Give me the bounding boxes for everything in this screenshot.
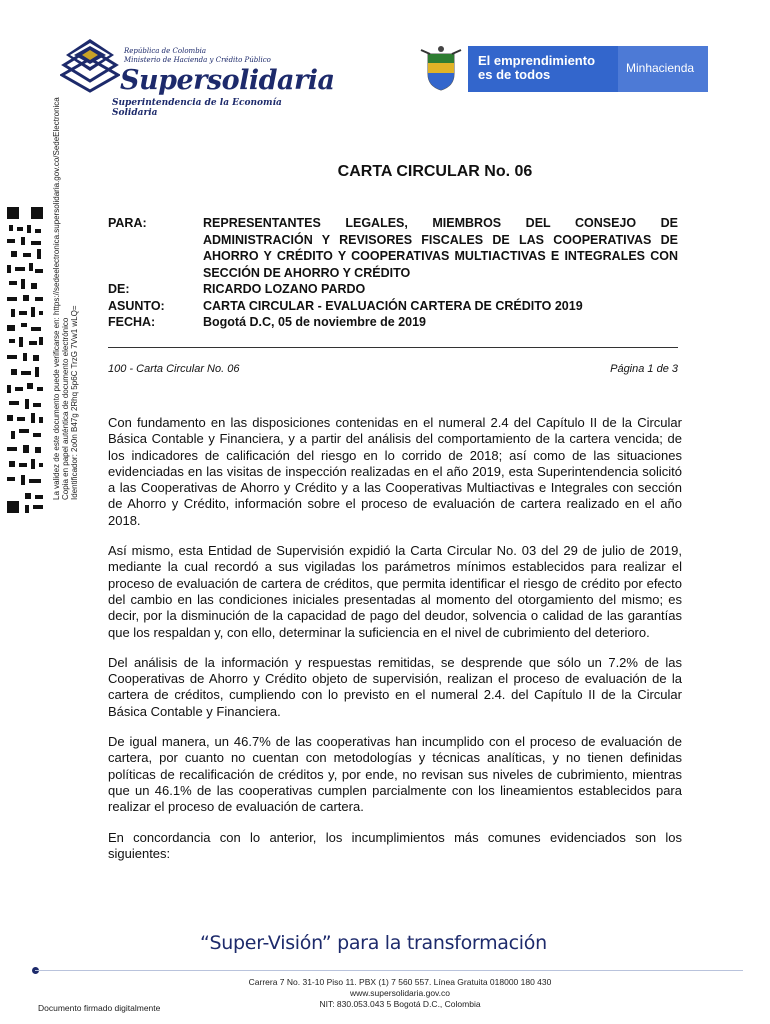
- digitally-signed-label: Documento firmado digitalmente: [38, 1003, 161, 1013]
- ministry-label: Ministerio de Hacienda y Crédito Público: [124, 56, 271, 64]
- gov-slogan-line1: El emprendimiento: [478, 53, 596, 68]
- paragraph: Del análisis de la información y respuestas remitidas, se desprende que sólo un 7.2% de las Cooperativas de Ahorro y Crédito objeto de supervisión, realizan el proceso de evaluación de la cartera de créditos, cumpliendo con lo previsto en el numeral 2.4. del Capítulo II de la Circular Básica Contable y Financiera.: [108, 654, 682, 719]
- logo-name: Supersolidaria: [120, 65, 335, 96]
- ministry-badge: Minhacienda: [618, 46, 708, 92]
- footer-line: [35, 970, 743, 971]
- authentic-copy-text: Copia en papel auténtica de documento electrónico: [61, 317, 70, 500]
- government-band: [416, 44, 708, 94]
- field-label: PARA:: [108, 216, 147, 230]
- footer-slogan: “Super-Visión” para la transformación: [200, 932, 547, 954]
- supersolidaria-logo: [60, 25, 335, 118]
- document-title: CARTA CIRCULAR No. 06: [337, 163, 533, 180]
- footer-contact: [200, 977, 600, 1010]
- reference-number: 100 - Carta Circular No. 06: [108, 363, 240, 375]
- qr-code-icon: [5, 205, 45, 515]
- field-value: CARTA CIRCULAR - EVALUACIÓN CARTERA DE CRÉDITO 2019: [203, 298, 583, 313]
- field-de: [108, 281, 678, 298]
- verification-url-text: La validez de este documento puede verificarse en: https://sedeelectronica.supersolidaria.gov.co/SedeElectronica: [52, 97, 61, 500]
- footer-nit: NIT: 830.053.043 5 Bogotá D.C., Colombia: [319, 999, 481, 1009]
- paragraph: De igual manera, un 46.7% de las cooperativas han incumplido con el proceso de evaluación de cartera, por cuanto no cuentan con metodologías y técnicas analíticas, y no tienen definidas políticas de recalificación de créditos y, por ende, no revisan sus niveles de cubrimiento, mientras que un 46.1% de las cooperativas cumplen parcialmente con los lineamientos establecidos para realizar el proceso de evaluación de cartera.: [108, 734, 682, 815]
- footer-website: www.supersolidaria.gov.co: [350, 988, 450, 998]
- identifier-text: Identificador: 2o0n B47g 2Rhq 5p6C TrzG 7Vw1 wLQ=: [70, 305, 79, 500]
- header-divider: [108, 347, 678, 348]
- verification-side-text: [52, 20, 79, 500]
- field-label: ASUNTO:: [108, 298, 165, 313]
- field-value: Bogotá D.C, 05 de noviembre de 2019: [203, 315, 426, 329]
- gov-slogan: [468, 46, 618, 92]
- gov-slogan-line2: es de todos: [478, 67, 551, 82]
- paragraph: Con fundamento en las disposiciones contenidas en el numeral 2.4 del Capítulo II de la Circular Básica Contable y Financiera, y a partir del análisis del comportamiento de la cartera vencida; de los indicadores de calificación del riesgo en lo corrido de 2018; así como de las situaciones evidenciadas en las visitas de inspección realizadas en el año 2019, esta Superintendencia solicitó a las Cooperativas de Ahorro y Crédito y a las Cooperativas Multiactivas e Integrales con sección de Ahorro y Crédito, información sobre el proceso de evaluación de cartera realizado en el año 2018.: [108, 415, 682, 528]
- field-label: DE:: [108, 282, 130, 296]
- republic-label: República de Colombia: [124, 47, 207, 55]
- coat-of-arms-icon: [416, 44, 466, 94]
- field-asunto: [108, 298, 678, 315]
- field-para: [108, 215, 678, 281]
- header-fields: [108, 215, 678, 331]
- footer-address: Carrera 7 No. 31-10 Piso 11. PBX (1) 7 560 557. Línea Gratuita 018000 180 430: [248, 977, 552, 987]
- page-number: Página 1 de 3: [610, 363, 678, 375]
- field-value: REPRESENTANTES LEGALES, MIEMBROS DEL CONSEJO DE ADMINISTRACIÓN Y REVISORES FISCALES DE LAS COOPERATIVAS DE AHORRO Y CRÉDITO Y COOPERATIVAS MULTIACTIVAS E INTEGRALES CON SECCIÓN DE AHORRO Y CRÉDITO: [203, 216, 678, 280]
- field-label: FECHA:: [108, 315, 156, 329]
- logo-subtitle: Superintendencia de la Economía Solidaria: [112, 98, 282, 118]
- paragraph: Así mismo, esta Entidad de Supervisión expidió la Carta Circular No. 03 del 29 de julio de 2019, mediante la cual recordó a sus vigiladas los parámetros mínimos establecidos para realizar el proceso de evaluación de cartera de créditos, que permita identificar el riesgo de crédito por efecto del cambio en las condiciones iniciales presentadas al momento del otorgamiento del mismo; es decir, por la disminución de la capacidad de pago del deudor, solvencia o calidad de las garantías que los respaldan y, con ello, determinar la suficiencia en el nivel de cubrimiento del deterioro.: [108, 543, 682, 640]
- page-meta: [108, 363, 678, 375]
- paragraph: En concordancia con lo anterior, los incumplimientos más comunes evidenciados son los siguientes:: [108, 829, 682, 861]
- field-value: RICARDO LOZANO PARDO: [203, 282, 366, 296]
- field-fecha: [108, 314, 678, 331]
- document-body: [108, 415, 682, 876]
